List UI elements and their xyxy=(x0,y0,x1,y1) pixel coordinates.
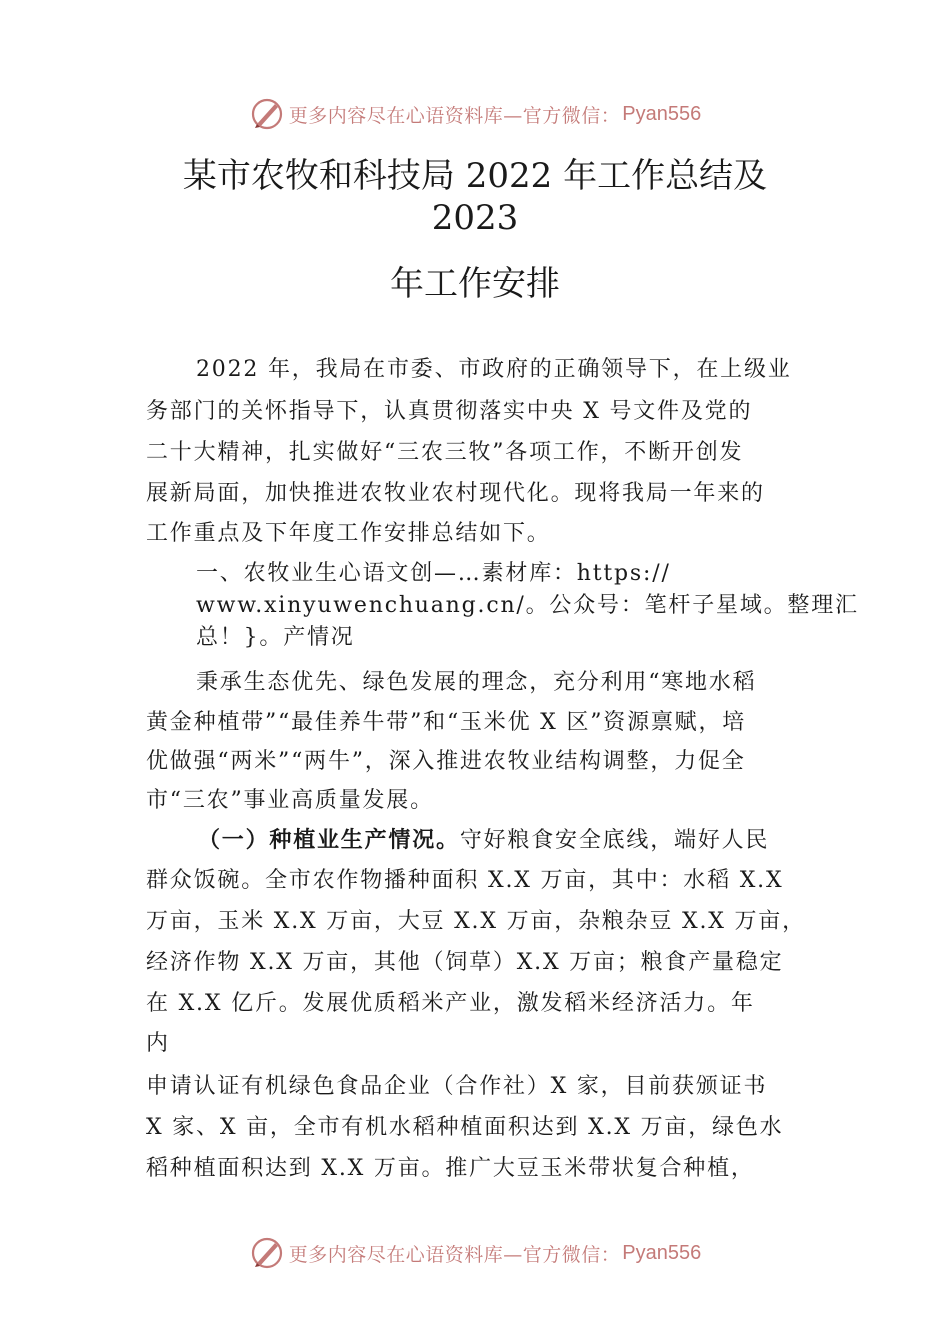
document-title-line-2: 2023 xyxy=(431,198,519,238)
body-line: 群众饭碗。全市农作物播种面积 X.X 万亩，其中：水稻 X.X xyxy=(146,868,784,893)
body-line: 优做强“两米”“两牛”，深入推进农牧业结构调整，力促全 xyxy=(146,749,746,774)
body-line: 申请认证有机绿色食品企业（合作社）X 家，目前获颁证书 xyxy=(146,1074,768,1099)
body-line: 秉承生态优先、绿色发展的理念，充分利用“寒地水稻 xyxy=(196,670,757,695)
banner-text: 更多内容尽在心语资料库—官方微信： xyxy=(288,1243,621,1266)
body-line: 务部门的关怀指导下，认真贯彻落实中央 X 号文件及党的 xyxy=(146,399,753,424)
banner-text: 更多内容尽在心语资料库—官方微信： xyxy=(288,104,621,127)
body-line: 二十大精神，扎实做好“三农三牧”各项工作，不断开创发 xyxy=(146,440,744,465)
banner-wechat-id: Pyan556 xyxy=(622,1241,702,1264)
subsection-line xyxy=(198,823,769,858)
body-line: 万亩，玉米 X.X 万亩，大豆 X.X 万亩，杂粮杂豆 X.X 万亩， xyxy=(146,909,806,934)
body-line: 市“三农”事业高质量发展。 xyxy=(146,788,434,813)
section-heading-line: 总！}。产情况 xyxy=(196,625,355,650)
document-title-line-1: 某市农牧和科技局 2022 年工作总结及 xyxy=(182,156,768,196)
body-line: 经济作物 X.X 万亩，其他（饲草）X.X 万亩；粮食产量稳定 xyxy=(146,950,784,975)
body-line: 稻种植面积达到 X.X 万亩。推广大豆玉米带状复合种植， xyxy=(146,1156,755,1181)
body-line: 2022 年，我局在市委、市政府的正确领导下，在上级业 xyxy=(196,357,792,382)
footer-banner xyxy=(0,1233,950,1273)
section-heading-line: 一、农牧业生心语文创—…素材库：https:// xyxy=(196,561,671,586)
body-line: 工作重点及下年度工作安排总结如下。 xyxy=(146,521,551,546)
pen-logo-icon xyxy=(249,96,285,132)
subsection-heading: （一）种植业生产情况。 xyxy=(198,827,460,853)
body-line: 在 X.X 亿斤。发展优质稻米产业，激发稻米经济活力。年 xyxy=(146,991,755,1016)
pen-logo-icon xyxy=(249,1235,285,1271)
banner-wechat-id: Pyan556 xyxy=(622,102,702,125)
document-title-line-3: 年工作安排 xyxy=(390,264,560,304)
section-heading-line: www.xinyuwenchuang.cn/。公众号：笔杆子星域。整理汇 xyxy=(196,593,859,618)
body-line: 展新局面，加快推进农牧业农村现代化。现将我局一年来的 xyxy=(146,481,765,506)
subsection-text: 守好粮食安全底线，端好人民 xyxy=(459,828,770,853)
header-banner xyxy=(0,94,950,134)
body-line: 黄金种植带”“最佳养牛带”和“玉米优 X 区”资源禀赋，培 xyxy=(146,710,747,735)
body-line: X 家、X 亩，全市有机水稻种植面积达到 X.X 万亩，绿色水 xyxy=(146,1115,784,1140)
body-line: 内 xyxy=(146,1031,170,1056)
